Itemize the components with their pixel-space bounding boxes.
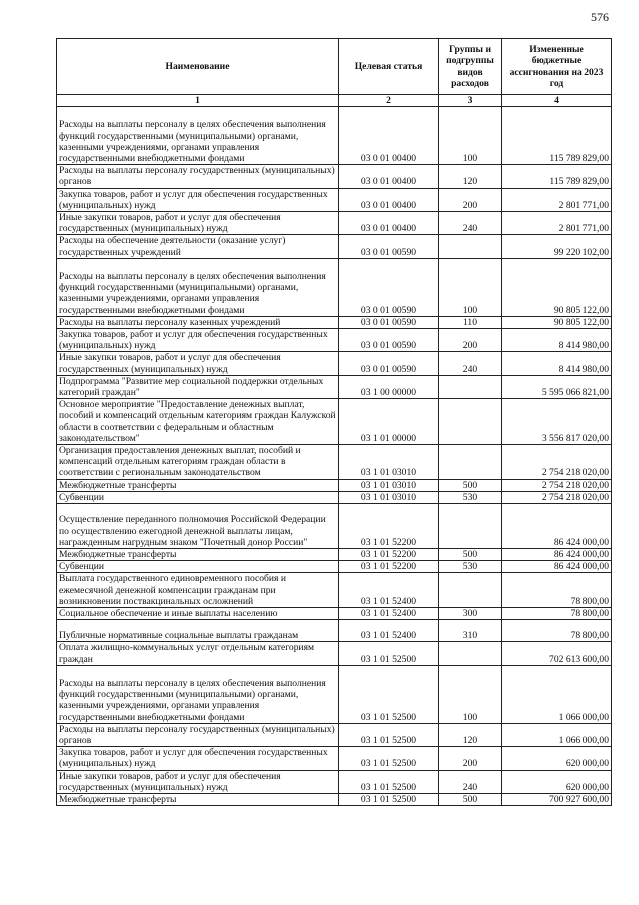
row-target-article: 03 1 01 52400	[339, 620, 439, 642]
row-target-article: 03 1 01 00000	[339, 399, 439, 445]
row-name: Подпрограмма "Развитие мер социальной поддержки отдельных категорий граждан"	[57, 375, 339, 398]
row-name: Иные закупки товаров, работ и услуг для обеспечения государственных (муниципальных) нужд	[57, 352, 339, 375]
row-name: Расходы на выплаты персоналу в целях обеспечения выполнения функций государственными (муниципальными) органами, казенными учреждениями, органами управления государственными внебюджетными фондами	[57, 258, 339, 316]
row-name: Расходы на выплаты персоналу государственных (муниципальных) органов	[57, 723, 339, 746]
row-amount: 2 754 218 020,00	[502, 491, 612, 503]
row-expense-group: 120	[439, 723, 502, 746]
table-row	[57, 479, 612, 491]
row-expense-group	[439, 573, 502, 608]
row-amount: 5 595 066 821,00	[502, 375, 612, 398]
column-number: 4	[502, 95, 612, 107]
row-amount: 78 800,00	[502, 573, 612, 608]
row-expense-group	[439, 504, 502, 549]
table-row	[57, 352, 612, 375]
row-target-article: 03 0 01 00590	[339, 258, 439, 316]
table-row	[57, 235, 612, 258]
row-name: Расходы на выплаты персоналу в целях обеспечения выполнения функций государственными (муниципальными) органами, казенными учреждениями, органами управления государственными внебюджетными фондами	[57, 107, 339, 165]
row-target-article: 03 1 01 03010	[339, 491, 439, 503]
row-name: Расходы на выплаты персоналу казенных учреждений	[57, 316, 339, 328]
column-number: 2	[339, 95, 439, 107]
row-name: Публичные нормативные социальные выплаты гражданам	[57, 620, 339, 642]
column-number-row	[57, 95, 612, 107]
row-expense-group: 100	[439, 258, 502, 316]
row-target-article: 03 1 01 52500	[339, 665, 439, 723]
row-target-article: 03 1 01 03010	[339, 445, 439, 480]
row-target-article: 03 1 01 52400	[339, 608, 439, 620]
row-name: Оплата жилищно-коммунальных услуг отдельным категориям граждан	[57, 642, 339, 665]
header-allocations: Измененные бюджетные ассигнования на 2023 год	[502, 39, 612, 95]
table-row	[57, 258, 612, 316]
row-amount: 2 754 218 020,00	[502, 479, 612, 491]
table-row	[57, 723, 612, 746]
table-row	[57, 188, 612, 211]
row-expense-group: 500	[439, 549, 502, 561]
row-name: Закупка товаров, работ и услуг для обеспечения государственных (муниципальных) нужд	[57, 747, 339, 770]
row-target-article: 03 1 00 00000	[339, 375, 439, 398]
row-expense-group: 530	[439, 491, 502, 503]
row-amount: 700 927 600,00	[502, 793, 612, 805]
row-target-article: 03 1 01 03010	[339, 479, 439, 491]
row-expense-group: 500	[439, 479, 502, 491]
table-row	[57, 504, 612, 549]
row-amount: 86 424 000,00	[502, 561, 612, 573]
row-target-article: 03 0 01 00400	[339, 107, 439, 165]
row-name: Осуществление переданного полномочия Российской Федерации по осуществлению ежегодной денежной выплаты лицам, награжденным нагрудным знаком "Почетный донор России"	[57, 504, 339, 549]
table-row	[57, 665, 612, 723]
table-row	[57, 399, 612, 445]
row-expense-group: 300	[439, 608, 502, 620]
table-row	[57, 165, 612, 188]
row-amount: 620 000,00	[502, 770, 612, 793]
row-expense-group: 200	[439, 188, 502, 211]
header-expense-groups: Группы и подгруппы видов расходов	[439, 39, 502, 95]
row-amount: 3 556 817 020,00	[502, 399, 612, 445]
row-amount: 2 801 771,00	[502, 212, 612, 235]
row-expense-group: 240	[439, 352, 502, 375]
row-amount: 115 789 829,00	[502, 165, 612, 188]
row-target-article: 03 1 01 52400	[339, 573, 439, 608]
row-name: Иные закупки товаров, работ и услуг для обеспечения государственных (муниципальных) нужд	[57, 770, 339, 793]
table-row	[57, 491, 612, 503]
table-row	[57, 793, 612, 805]
row-expense-group: 310	[439, 620, 502, 642]
row-expense-group: 100	[439, 665, 502, 723]
row-target-article: 03 0 01 00400	[339, 212, 439, 235]
row-name: Основное мероприятие "Предоставление денежных выплат, пособий и компенсаций отдельным категориям граждан Калужской области в соответствии с федеральным и областным законодательством"	[57, 399, 339, 445]
row-amount: 2 754 218 020,00	[502, 445, 612, 480]
row-amount: 86 424 000,00	[502, 504, 612, 549]
row-name: Расходы на выплаты персоналу государственных (муниципальных) органов	[57, 165, 339, 188]
row-name: Иные закупки товаров, работ и услуг для обеспечения государственных (муниципальных) нужд	[57, 212, 339, 235]
row-target-article: 03 1 01 52500	[339, 642, 439, 665]
table-row	[57, 212, 612, 235]
row-target-article: 03 1 01 52500	[339, 723, 439, 746]
row-expense-group: 110	[439, 316, 502, 328]
row-target-article: 03 1 01 52500	[339, 793, 439, 805]
table-row	[57, 329, 612, 352]
row-amount: 8 414 980,00	[502, 352, 612, 375]
row-amount: 620 000,00	[502, 747, 612, 770]
row-target-article: 03 0 01 00590	[339, 316, 439, 328]
row-target-article: 03 0 01 00590	[339, 352, 439, 375]
row-target-article: 03 0 01 00590	[339, 235, 439, 258]
row-expense-group: 500	[439, 793, 502, 805]
row-expense-group: 530	[439, 561, 502, 573]
row-name: Межбюджетные трансферты	[57, 793, 339, 805]
header-row	[57, 39, 612, 95]
row-amount: 99 220 102,00	[502, 235, 612, 258]
header-name: Наименование	[57, 39, 339, 95]
header-target-article: Целевая статья	[339, 39, 439, 95]
row-name: Межбюджетные трансферты	[57, 479, 339, 491]
row-name: Организация предоставления денежных выплат, пособий и компенсаций отдельным категориям граждан области в соответствии с региональным законодательством	[57, 445, 339, 480]
row-expense-group: 200	[439, 329, 502, 352]
row-target-article: 03 0 01 00590	[339, 329, 439, 352]
table-row	[57, 642, 612, 665]
row-amount: 90 805 122,00	[502, 316, 612, 328]
row-amount: 115 789 829,00	[502, 107, 612, 165]
table-row	[57, 620, 612, 642]
row-amount: 8 414 980,00	[502, 329, 612, 352]
table-row	[57, 375, 612, 398]
table-row	[57, 107, 612, 165]
page-number: 576	[591, 10, 609, 24]
row-expense-group: 200	[439, 747, 502, 770]
row-name: Закупка товаров, работ и услуг для обеспечения государственных (муниципальных) нужд	[57, 329, 339, 352]
row-target-article: 03 0 01 00400	[339, 188, 439, 211]
table-row	[57, 561, 612, 573]
row-amount: 90 805 122,00	[502, 258, 612, 316]
row-name: Социальное обеспечение и иные выплаты населению	[57, 608, 339, 620]
table-row	[57, 549, 612, 561]
row-name: Межбюджетные трансферты	[57, 549, 339, 561]
table-row	[57, 573, 612, 608]
row-amount: 78 800,00	[502, 608, 612, 620]
row-amount: 702 613 600,00	[502, 642, 612, 665]
row-amount: 2 801 771,00	[502, 188, 612, 211]
row-expense-group	[439, 235, 502, 258]
row-target-article: 03 1 01 52200	[339, 504, 439, 549]
table-row	[57, 316, 612, 328]
row-expense-group: 240	[439, 212, 502, 235]
row-name: Расходы на выплаты персоналу в целях обеспечения выполнения функций государственными (муниципальными) органами, казенными учреждениями, органами управления государственными внебюджетными фондами	[57, 665, 339, 723]
row-expense-group	[439, 399, 502, 445]
row-name: Субвенции	[57, 561, 339, 573]
row-expense-group: 240	[439, 770, 502, 793]
table-row	[57, 747, 612, 770]
table-row	[57, 770, 612, 793]
row-name: Выплата государственного единовременного пособия и ежемесячной денежной компенсации гражданам при возникновении поствакцинальных осложнений	[57, 573, 339, 608]
row-target-article: 03 1 01 52200	[339, 549, 439, 561]
row-name: Закупка товаров, работ и услуг для обеспечения государственных (муниципальных) нужд	[57, 188, 339, 211]
table-row	[57, 608, 612, 620]
row-name: Расходы на обеспечение деятельности (оказание услуг) государственных учреждений	[57, 235, 339, 258]
row-target-article: 03 1 01 52200	[339, 561, 439, 573]
budget-table	[56, 38, 612, 806]
row-amount: 1 066 000,00	[502, 723, 612, 746]
row-target-article: 03 0 01 00400	[339, 165, 439, 188]
row-amount: 78 800,00	[502, 620, 612, 642]
row-amount: 86 424 000,00	[502, 549, 612, 561]
row-expense-group	[439, 375, 502, 398]
row-expense-group	[439, 445, 502, 480]
row-target-article: 03 1 01 52500	[339, 770, 439, 793]
row-target-article: 03 1 01 52500	[339, 747, 439, 770]
row-expense-group	[439, 642, 502, 665]
row-name: Субвенции	[57, 491, 339, 503]
column-number: 3	[439, 95, 502, 107]
table-row	[57, 445, 612, 480]
row-expense-group: 120	[439, 165, 502, 188]
row-amount: 1 066 000,00	[502, 665, 612, 723]
row-expense-group: 100	[439, 107, 502, 165]
column-number: 1	[57, 95, 339, 107]
